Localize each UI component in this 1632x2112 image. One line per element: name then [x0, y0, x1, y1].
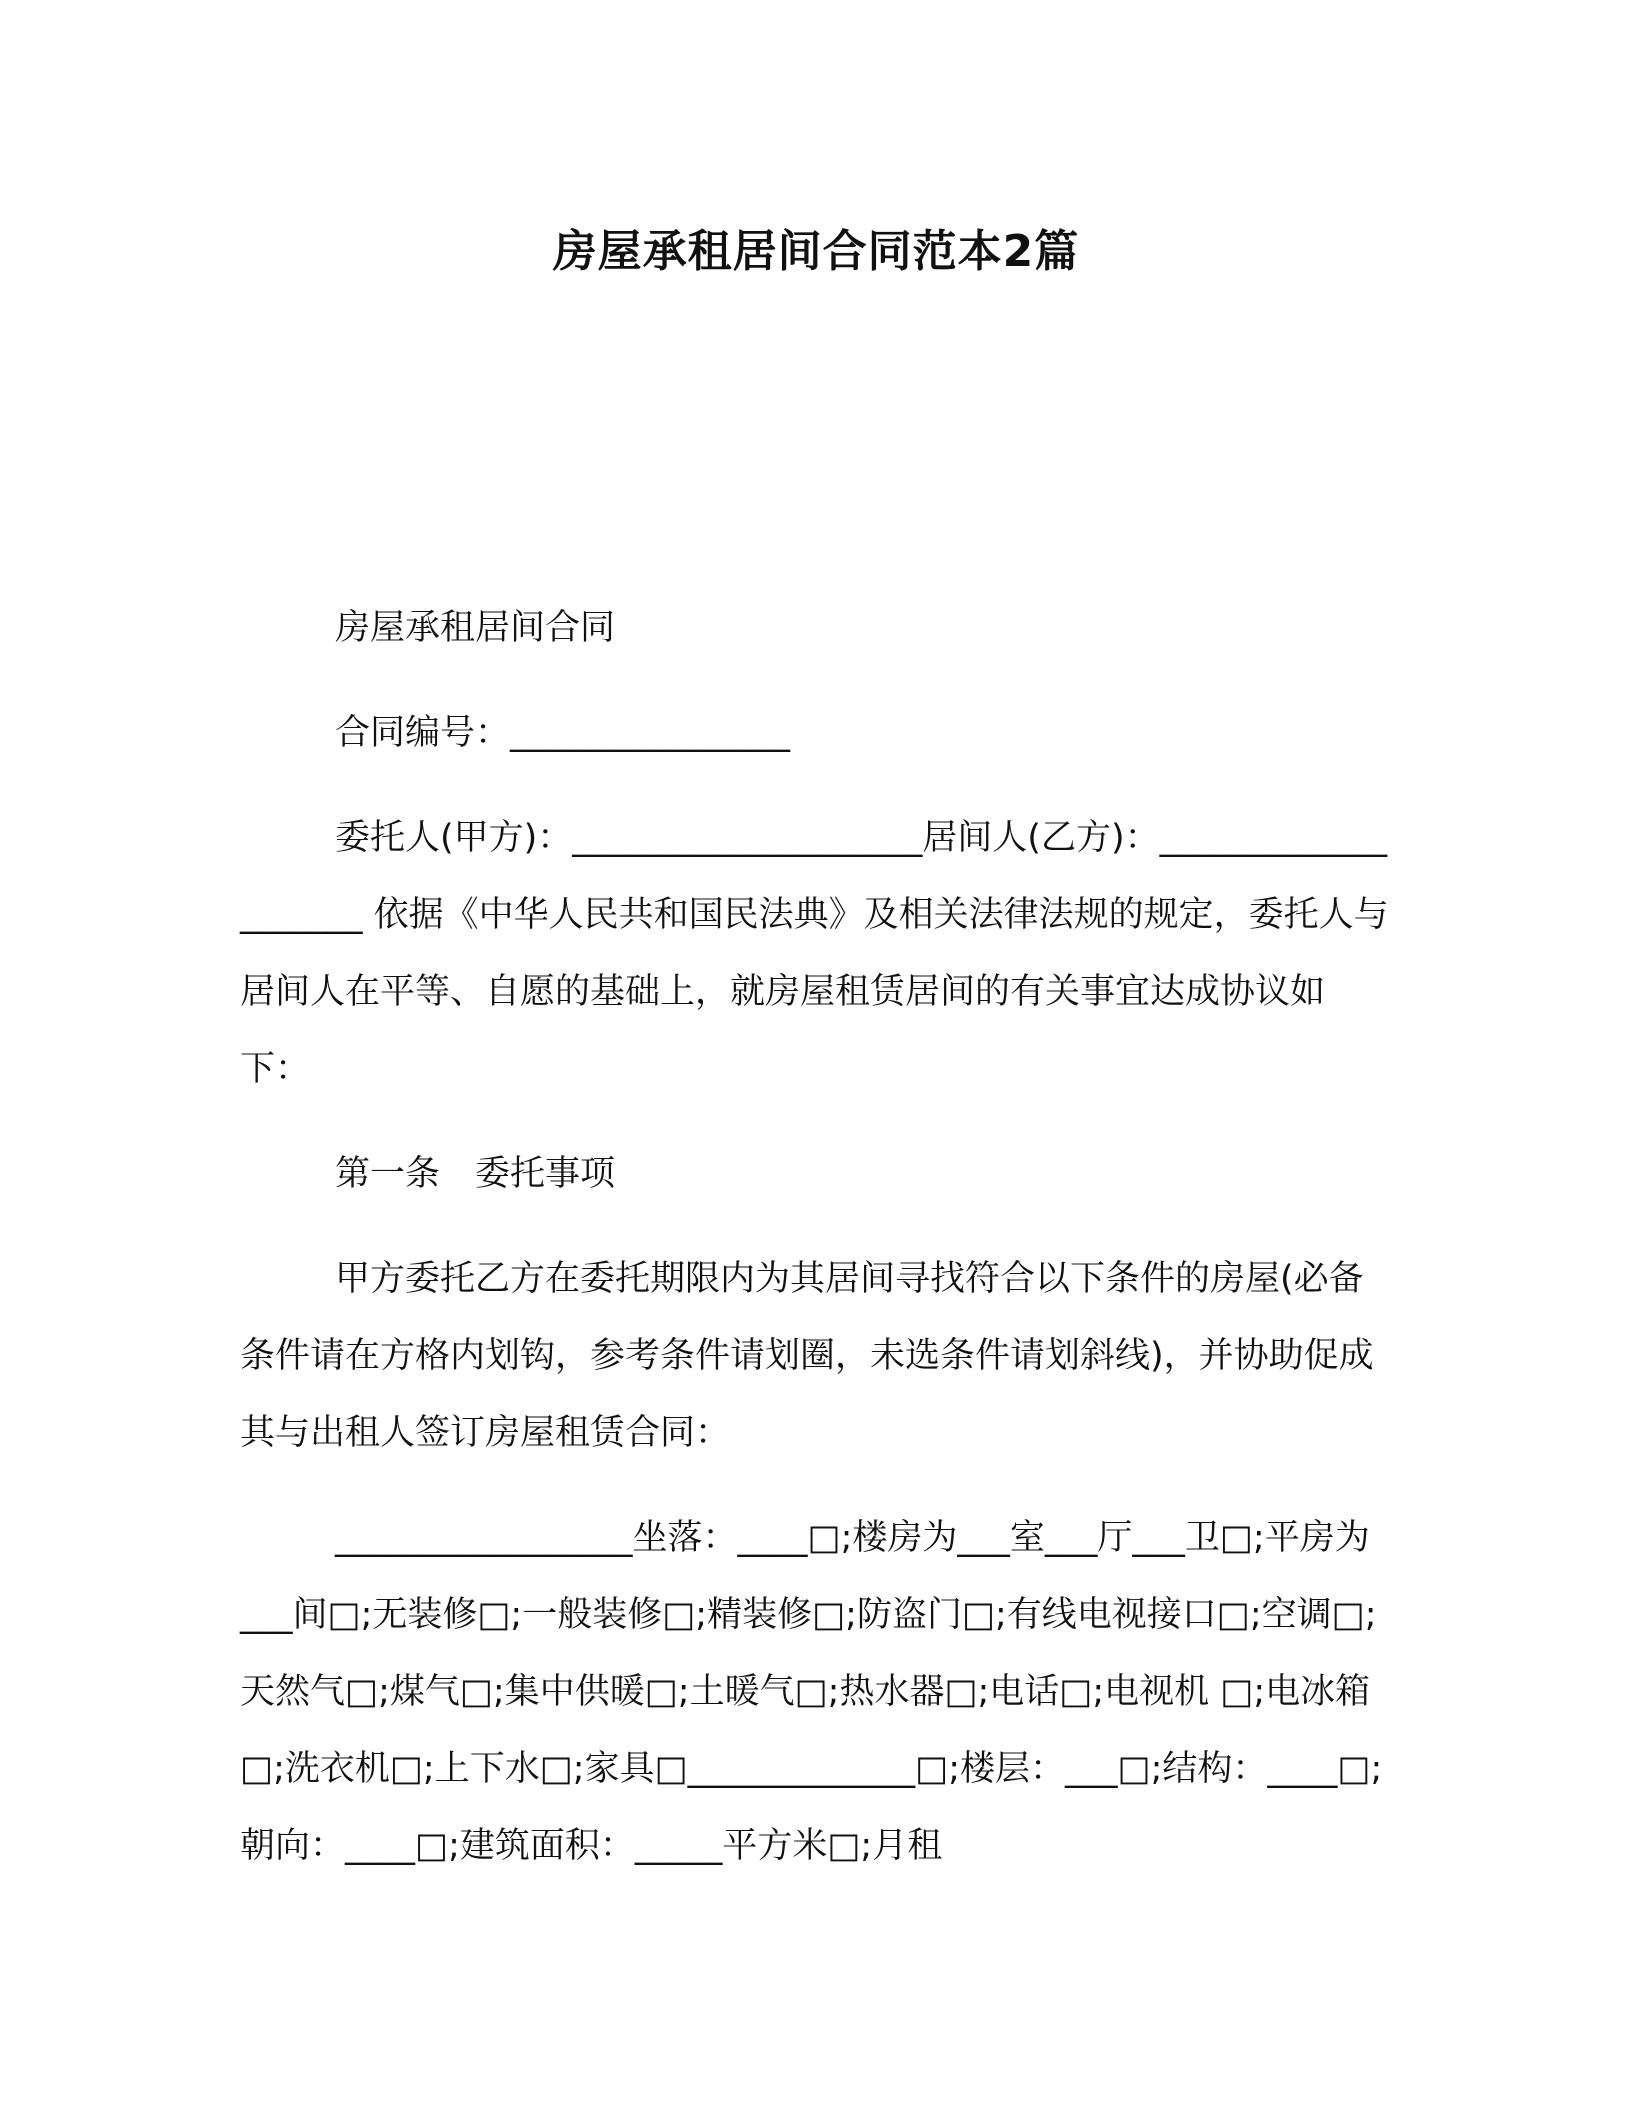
contract-subtitle: 房屋承租居间合同: [335, 608, 616, 648]
article1-heading: 第一条 委托事项: [335, 1154, 616, 1194]
document-body: [240, 590, 1390, 1885]
conditions-paragraph: _________________坐落：____□;楼房为___室___厅___卫□;平房为 ___间□;无装修□;一般装修□;精装修□;防盗门□;有线电视接口□;空调□;天然气□;煤气□;集中供暖□;土暖气□;热水器□;电话□;电视机 □;电冰箱□;洗衣机□;上下水□;家具□_____________□;楼层：___□;结构：____□;朝向：____□;建筑面积：_____平方米□;月租: [240, 1518, 1383, 1866]
document-title: 房屋承租居间合同范本2篇: [552, 226, 1080, 277]
contract-number-line: 合同编号：________________: [335, 713, 791, 753]
article1-intro-paragraph: 甲方委托乙方在委托期限内为其居间寻找符合以下条件的房屋(必备条件请在方格内划钩，参考条件请划圈，未选条件请划斜线)，并协助促成其与出租人签订房屋租赁合同：: [240, 1259, 1374, 1453]
parties-paragraph: 委托人(甲方)：____________________居间人(乙方)：____________________ 依据《中华人民共和国民法典》及相关法律法规的规定，委托人与居间人在平等、自愿的基础上，就房屋租赁居间的有关事宜达成协议如下：: [240, 818, 1389, 1089]
